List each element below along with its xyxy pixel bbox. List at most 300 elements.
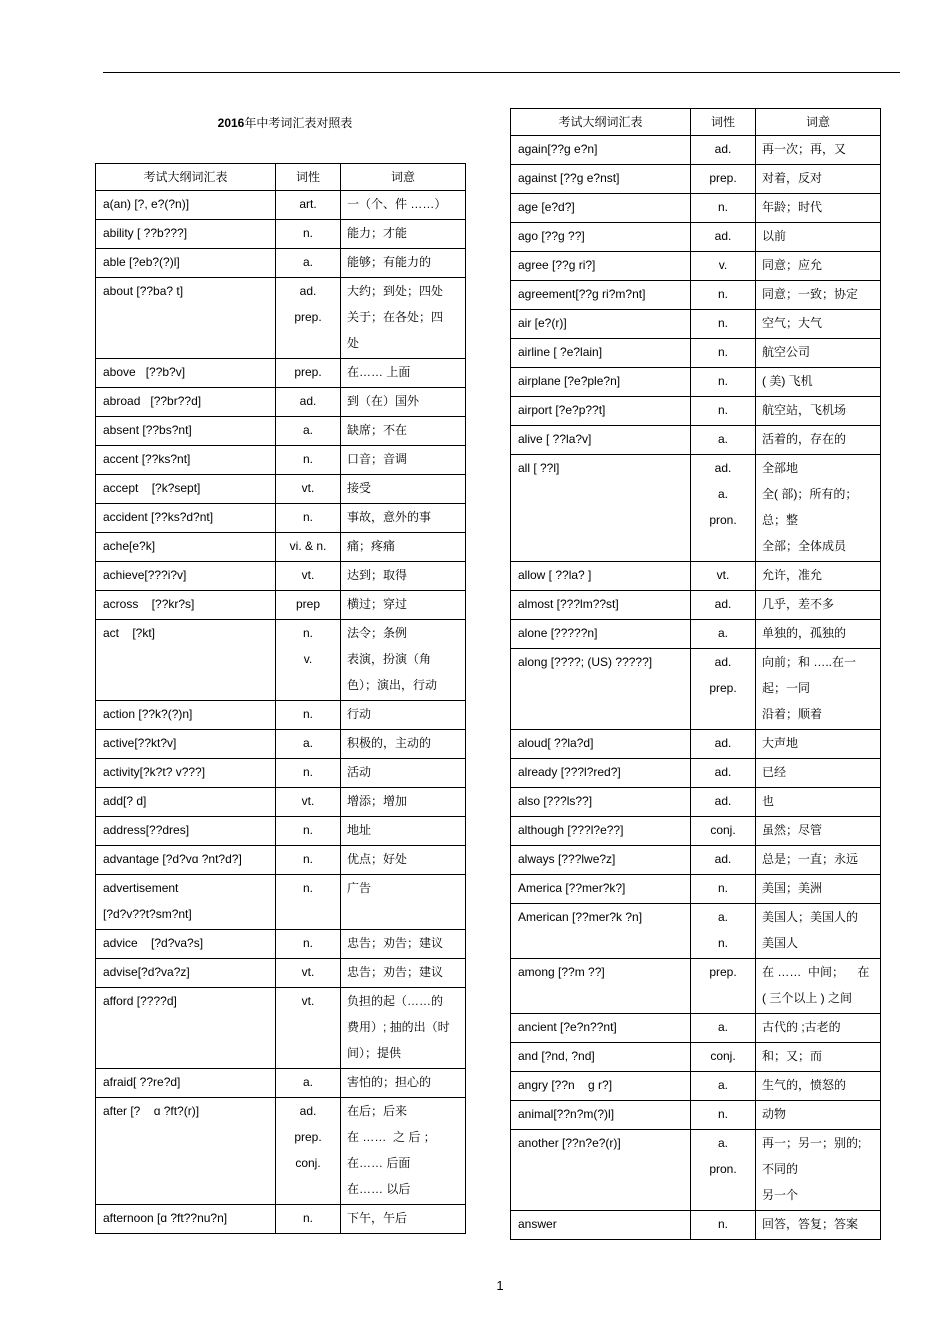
pos-cell — [691, 1072, 756, 1101]
meaning-cell — [756, 194, 881, 223]
table-row — [96, 730, 466, 759]
word-cell — [511, 1211, 691, 1240]
line-text: accident [??ks?d?nt] — [103, 510, 214, 524]
line-text: 也 — [762, 794, 775, 808]
pos-cell — [276, 817, 341, 846]
meaning-cell — [341, 701, 466, 730]
table-row — [96, 759, 466, 788]
line-text: prep. — [294, 365, 322, 379]
line-text: conj. — [295, 1156, 321, 1170]
word-cell — [511, 1043, 691, 1072]
meaning-cell — [341, 562, 466, 591]
pos-cell — [691, 1101, 756, 1130]
line-text: v. — [303, 652, 313, 666]
meaning-cell — [756, 591, 881, 620]
meaning-cell — [756, 339, 881, 368]
table-row — [511, 1130, 881, 1211]
line-text: 动物 — [762, 1107, 787, 1121]
word-cell — [511, 252, 691, 281]
line-text: n. — [302, 1211, 313, 1225]
line-text: conj. — [710, 823, 736, 837]
line-text: vt. — [301, 568, 315, 582]
table-row — [96, 417, 466, 446]
word-cell — [96, 504, 276, 533]
table-row — [96, 388, 466, 417]
line-text: although [???l?e??] — [518, 823, 624, 837]
table-row — [96, 846, 466, 875]
line-text: 广告 — [347, 881, 372, 895]
line-text: absent [??bs?nt] — [103, 423, 192, 437]
line-text: 活着的，存在的 — [762, 432, 847, 446]
meaning-cell — [756, 788, 881, 817]
word-cell — [511, 1130, 691, 1211]
word-cell — [511, 591, 691, 620]
pos-cell — [276, 930, 341, 959]
meaning-cell — [756, 397, 881, 426]
pos-cell — [276, 1069, 341, 1098]
line-text: n. — [717, 403, 728, 417]
line-text: ad. — [714, 736, 732, 750]
line-text: action [??k?(?)n] — [103, 707, 193, 721]
line-text: American [??mer?k ?n] — [518, 910, 643, 924]
header-meaning: 词意 — [756, 109, 881, 136]
table-row — [96, 1205, 466, 1234]
line-text: achieve[???i?v] — [103, 568, 187, 582]
line-text: airport [?e?p??t] — [518, 403, 606, 417]
line-text: 色）；演出，行动 — [347, 678, 438, 692]
meaning-cell — [341, 359, 466, 388]
meaning-cell — [756, 649, 881, 730]
word-cell — [511, 649, 691, 730]
table-row — [96, 817, 466, 846]
line-text: n. — [302, 626, 313, 640]
line-text: always [???lwe?z] — [518, 852, 616, 866]
line-text: after [? ɑ ?ft?(r)] — [103, 1104, 200, 1118]
line-text: afternoon [ɑ ?ft??nu?n] — [103, 1211, 228, 1225]
line-text: 在…… 以后 — [347, 1182, 411, 1196]
line-text: n. — [302, 452, 313, 466]
pos-cell — [276, 759, 341, 788]
meaning-cell — [756, 165, 881, 194]
table-row — [511, 252, 881, 281]
table-row — [511, 426, 881, 455]
line-text: able [?eb?(?)l] — [103, 255, 180, 269]
header-word: 考试大纲词汇表 — [96, 164, 276, 191]
line-text: vt. — [301, 794, 315, 808]
table-row — [96, 475, 466, 504]
line-text: 空气；大气 — [762, 316, 823, 330]
table-row — [96, 562, 466, 591]
line-text: 另一个 — [762, 1188, 799, 1202]
word-cell — [96, 1069, 276, 1098]
pos-cell — [691, 817, 756, 846]
pos-cell — [276, 875, 341, 930]
word-cell — [96, 1098, 276, 1205]
meaning-cell — [341, 988, 466, 1069]
table-row — [511, 875, 881, 904]
line-text: a. — [717, 1078, 728, 1092]
line-text: 间）；提供 — [347, 1046, 402, 1060]
table-row — [511, 591, 881, 620]
line-text: 美国人 — [762, 936, 799, 950]
header-pos: 词性 — [276, 164, 341, 191]
meaning-cell — [341, 533, 466, 562]
line-text: 负担的起（……的 — [347, 994, 444, 1008]
pos-cell — [691, 339, 756, 368]
meaning-cell — [756, 252, 881, 281]
pos-cell — [691, 730, 756, 759]
line-text: ad. — [714, 229, 732, 243]
table-row — [511, 368, 881, 397]
table-row — [511, 397, 881, 426]
table-row — [511, 959, 881, 1014]
pos-cell — [691, 959, 756, 1014]
line-text: another [??n?e?(r)] — [518, 1136, 621, 1150]
table-row — [511, 281, 881, 310]
line-text: n. — [717, 287, 728, 301]
meaning-cell — [756, 1014, 881, 1043]
pos-cell — [691, 649, 756, 730]
pos-cell — [276, 388, 341, 417]
meaning-cell — [341, 446, 466, 475]
line-text: allow [ ??la? ] — [518, 568, 592, 582]
line-text: airline [ ?e?lain] — [518, 345, 603, 359]
word-cell — [96, 1205, 276, 1234]
meaning-cell — [341, 1098, 466, 1205]
word-cell — [96, 875, 276, 930]
meaning-cell — [341, 1205, 466, 1234]
pos-cell — [691, 310, 756, 339]
line-text: a. — [717, 432, 728, 446]
word-cell — [96, 278, 276, 359]
meaning-cell — [756, 904, 881, 959]
line-text: n. — [302, 707, 313, 721]
meaning-cell — [341, 1069, 466, 1098]
word-cell — [511, 959, 691, 1014]
line-text: abroad [??br??d] — [103, 394, 202, 408]
line-text: again[??g e?n] — [518, 142, 598, 156]
word-cell — [96, 446, 276, 475]
meaning-cell — [756, 223, 881, 252]
table-row — [511, 194, 881, 223]
meaning-cell — [341, 959, 466, 988]
word-cell — [511, 397, 691, 426]
word-cell — [511, 194, 691, 223]
table-row — [96, 988, 466, 1069]
line-text: ago [??g ??] — [518, 229, 585, 243]
word-cell — [511, 620, 691, 649]
word-cell — [96, 759, 276, 788]
header-pos: 词性 — [691, 109, 756, 136]
meaning-cell — [341, 730, 466, 759]
meaning-cell — [756, 846, 881, 875]
word-cell — [511, 904, 691, 959]
pos-cell — [691, 562, 756, 591]
line-text: ( 美) 飞机 — [762, 374, 813, 388]
table-row — [511, 1014, 881, 1043]
line-text: n. — [302, 510, 313, 524]
line-text: 沿着；顺着 — [762, 707, 823, 721]
pos-cell — [691, 1043, 756, 1072]
word-cell — [511, 875, 691, 904]
line-text: n. — [717, 881, 728, 895]
line-text: n. — [717, 374, 728, 388]
line-text: 处 — [347, 336, 360, 350]
line-text: n. — [302, 881, 313, 895]
pos-cell — [691, 1014, 756, 1043]
line-text: 允许，准允 — [762, 568, 823, 582]
line-text: ad. — [299, 284, 317, 298]
word-cell — [96, 249, 276, 278]
pos-cell — [276, 446, 341, 475]
word-cell — [96, 359, 276, 388]
line-text: prep. — [709, 965, 737, 979]
table-header-row — [511, 109, 881, 136]
line-text: a. — [302, 736, 313, 750]
line-text: a(an) [?, e?(?n)] — [103, 197, 190, 211]
line-text: ad. — [299, 394, 317, 408]
line-text: 在 …… 中间； 在 — [762, 965, 870, 979]
line-text: animal[??n?m(?)l] — [518, 1107, 615, 1121]
line-text: already [???l?red?] — [518, 765, 621, 779]
line-text: 不同的 — [762, 1162, 799, 1176]
line-text: 地址 — [347, 823, 372, 837]
line-text: activity[?k?t? v???] — [103, 765, 206, 779]
meaning-cell — [341, 278, 466, 359]
pos-cell — [691, 426, 756, 455]
line-text: [?d?v??t?sm?nt] — [103, 907, 192, 921]
line-text: against [??g e?nst] — [518, 171, 620, 185]
pos-cell — [691, 223, 756, 252]
table-row — [511, 1043, 881, 1072]
word-cell — [511, 455, 691, 562]
table-row — [96, 533, 466, 562]
line-text: 在 …… 之 后 ； — [347, 1130, 436, 1144]
line-text: prep. — [709, 681, 737, 695]
table-row — [511, 562, 881, 591]
line-text: vt. — [716, 568, 730, 582]
line-text: 法令；条例 — [347, 626, 408, 640]
meaning-cell — [341, 620, 466, 701]
table-row — [511, 788, 881, 817]
pos-cell — [691, 455, 756, 562]
line-text: ad. — [714, 765, 732, 779]
pos-cell — [276, 359, 341, 388]
word-cell — [511, 759, 691, 788]
meaning-cell — [756, 759, 881, 788]
line-text: n. — [717, 200, 728, 214]
table-row — [96, 591, 466, 620]
line-text: 对着，反对 — [762, 171, 823, 185]
word-cell — [511, 165, 691, 194]
table-row — [511, 165, 881, 194]
pos-cell — [276, 620, 341, 701]
line-text: prep. — [294, 1130, 322, 1144]
table-row — [511, 846, 881, 875]
line-text: 在…… 后面 — [347, 1156, 411, 1170]
line-text: n. — [717, 316, 728, 330]
pos-cell — [691, 368, 756, 397]
table-row — [96, 446, 466, 475]
pos-cell — [276, 959, 341, 988]
meaning-cell — [756, 1043, 881, 1072]
line-text: 美国；美洲 — [762, 881, 823, 895]
line-text: n. — [717, 1217, 728, 1231]
line-text: 虽然；尽管 — [762, 823, 823, 837]
right-table-body — [511, 109, 881, 1240]
line-text: 全部地 — [762, 461, 799, 475]
header-rule — [103, 72, 900, 73]
line-text: ability [ ??b???] — [103, 226, 188, 240]
word-cell — [511, 562, 691, 591]
table-row — [511, 223, 881, 252]
meaning-cell — [756, 817, 881, 846]
meaning-cell — [341, 220, 466, 249]
table-header-row — [96, 164, 466, 191]
page-number: 1 — [496, 1278, 504, 1293]
line-text: 害怕的；担心的 — [347, 1075, 432, 1089]
word-cell — [96, 788, 276, 817]
pos-cell — [691, 136, 756, 165]
pos-cell — [691, 788, 756, 817]
left-table-body — [96, 164, 466, 1234]
word-cell — [96, 817, 276, 846]
pos-cell — [691, 620, 756, 649]
line-text: a. — [302, 255, 313, 269]
word-cell — [511, 339, 691, 368]
line-text: 口音；音调 — [347, 452, 408, 466]
meaning-cell — [341, 930, 466, 959]
table-row — [511, 759, 881, 788]
table-row — [96, 359, 466, 388]
pos-cell — [276, 1098, 341, 1205]
meaning-cell — [756, 310, 881, 339]
line-text: accept [?k?sept] — [103, 481, 201, 495]
line-text: a. — [717, 487, 728, 501]
line-text: 忠告；劝告；建议 — [347, 936, 444, 950]
line-text: n. — [302, 852, 313, 866]
table-row — [511, 136, 881, 165]
word-cell — [511, 368, 691, 397]
line-text: aloud[ ??la?d] — [518, 736, 594, 750]
table-row — [96, 504, 466, 533]
line-text: n. — [717, 936, 728, 950]
word-cell — [96, 388, 276, 417]
pos-cell — [276, 278, 341, 359]
line-text: 全部；全体成员 — [762, 539, 847, 553]
pos-cell — [691, 591, 756, 620]
line-text: age [e?d?] — [518, 200, 575, 214]
meaning-cell — [341, 504, 466, 533]
table-row — [511, 455, 881, 562]
pos-cell — [691, 846, 756, 875]
line-text: n. — [717, 345, 728, 359]
meaning-cell — [756, 562, 881, 591]
meaning-cell — [756, 620, 881, 649]
line-text: 能力；才能 — [347, 226, 408, 240]
pos-cell — [691, 281, 756, 310]
line-text: art. — [299, 197, 317, 211]
line-text: 增添；增加 — [347, 794, 408, 808]
meaning-cell — [756, 1130, 881, 1211]
line-text: ad. — [714, 142, 732, 156]
meaning-cell — [756, 281, 881, 310]
line-text: advice [?d?va?s] — [103, 936, 204, 950]
line-text: 起；一同 — [762, 681, 811, 695]
pos-cell — [276, 730, 341, 759]
line-text: 在…… 上面 — [347, 365, 411, 379]
line-text: advise[?d?va?z] — [103, 965, 190, 979]
meaning-cell — [341, 875, 466, 930]
word-cell — [511, 281, 691, 310]
line-text: 总；整 — [762, 513, 799, 527]
vocabulary-table-left — [95, 163, 466, 1234]
meaning-cell — [341, 817, 466, 846]
line-text: alive [ ??la?v] — [518, 432, 592, 446]
line-text: pron. — [709, 1162, 737, 1176]
line-text: ad. — [714, 655, 732, 669]
word-cell — [511, 788, 691, 817]
word-cell — [511, 426, 691, 455]
table-row — [96, 1069, 466, 1098]
table-row — [96, 701, 466, 730]
line-text: ad. — [714, 794, 732, 808]
pos-cell — [691, 904, 756, 959]
pos-cell — [276, 788, 341, 817]
line-text: active[??kt?v] — [103, 736, 177, 750]
pos-cell — [276, 988, 341, 1069]
pos-cell — [691, 875, 756, 904]
pos-cell — [691, 252, 756, 281]
meaning-cell — [756, 455, 881, 562]
line-text: n. — [302, 823, 313, 837]
pos-cell — [276, 701, 341, 730]
line-text: act [?kt] — [103, 626, 156, 640]
word-cell — [96, 220, 276, 249]
line-text: ancient [?e?n??nt] — [518, 1020, 617, 1034]
line-text: angry [??n g r?] — [518, 1078, 613, 1092]
header-word: 考试大纲词汇表 — [511, 109, 691, 136]
line-text: 航空公司 — [762, 345, 811, 359]
table-row — [96, 249, 466, 278]
meaning-cell — [756, 959, 881, 1014]
table-row — [96, 278, 466, 359]
line-text: 以前 — [762, 229, 787, 243]
table-row — [511, 339, 881, 368]
line-text: ad. — [714, 461, 732, 475]
meaning-cell — [756, 1211, 881, 1240]
line-text: afraid[ ??re?d] — [103, 1075, 181, 1089]
word-cell — [96, 701, 276, 730]
table-row — [96, 875, 466, 930]
table-row — [96, 788, 466, 817]
line-text: a. — [302, 1075, 313, 1089]
pos-cell — [276, 562, 341, 591]
line-text: ad. — [714, 597, 732, 611]
line-text: 再一；另一；别的; — [762, 1136, 862, 1150]
word-cell — [511, 1072, 691, 1101]
line-text: America [??mer?k?] — [518, 881, 626, 895]
pos-cell — [691, 759, 756, 788]
line-text: 回答，答复；答案 — [762, 1217, 859, 1231]
pos-cell — [276, 846, 341, 875]
pos-cell — [691, 194, 756, 223]
table-row — [511, 1211, 881, 1240]
meaning-cell — [341, 846, 466, 875]
line-text: a. — [717, 626, 728, 640]
table-row — [511, 310, 881, 339]
line-text: 积极的，主动的 — [347, 736, 432, 750]
